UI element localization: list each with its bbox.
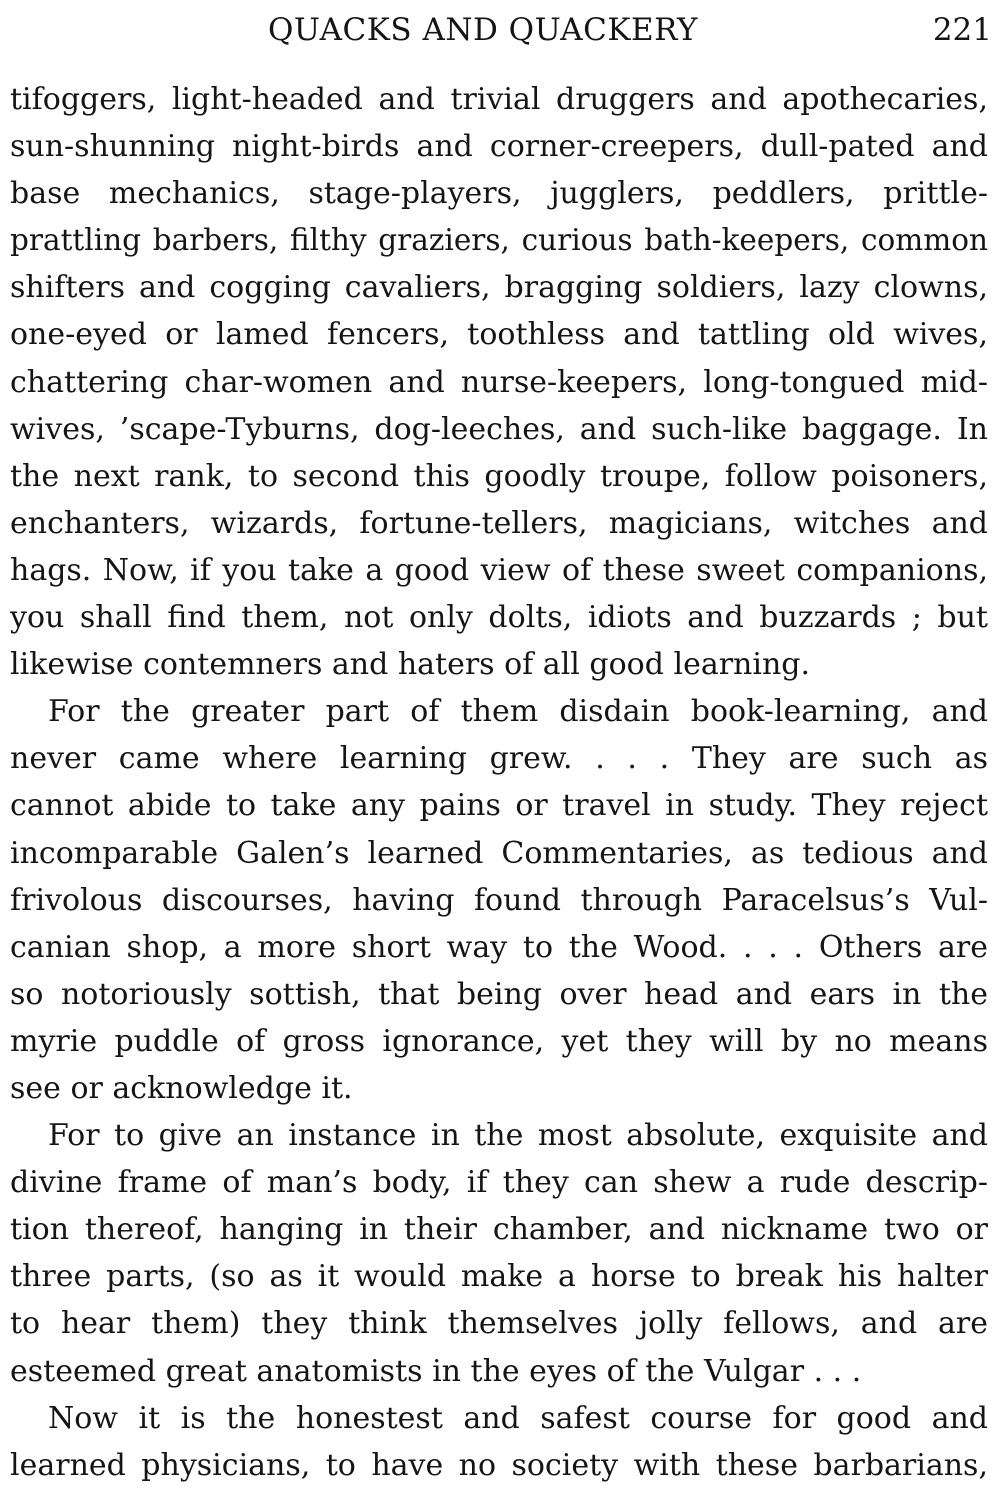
- text-line: prattling barbers, filthy graziers, curious bath-keepers, common: [10, 223, 988, 258]
- text-line: so notoriously sottish, that being over head and ears in the: [10, 976, 988, 1012]
- text-line: to hear them) they think themselves jolly fellows, and are: [10, 1306, 988, 1342]
- text-line: divine frame of man’s body, if they can shew a rude descrip-: [10, 1165, 988, 1201]
- running-head: [0, 12, 1000, 54]
- text-line: wives, ’scape-Tyburns, dog-leeches, and such-like baggage. In: [10, 411, 988, 447]
- text-line: you shall find them, not only dolts, idiots and buzzards ; but: [10, 600, 988, 636]
- text-line: shifters and cogging cavaliers, bragging soldiers, lazy clowns,: [10, 270, 988, 306]
- page-number: 221: [932, 12, 992, 48]
- text-line: canian shop, a more short way to the Wood. . . . Others are: [10, 929, 988, 965]
- running-title: QUACKS AND QUACKERY: [268, 12, 698, 48]
- text-line: cannot abide to take any pains or travel in study. They reject: [10, 788, 988, 824]
- text-line: esteemed great anatomists in the eyes of the Vulgar . . .: [10, 1353, 862, 1389]
- text-line: base mechanics, stage-players, jugglers, peddlers, prittle-: [10, 176, 988, 212]
- body-text: [10, 76, 988, 1489]
- text-line: the next rank, to second this goodly troupe, follow poisoners,: [10, 458, 988, 494]
- text-line: For to give an instance in the most absolute, exquisite and: [48, 1118, 988, 1154]
- text-line: never came where learning grew. . . . They are such as: [10, 741, 988, 777]
- text-line: enchanters, wizards, fortune-tellers, magicians, witches and: [10, 505, 988, 541]
- text-line: chattering char-women and nurse-keepers, long-tongued mid-: [10, 364, 988, 400]
- text-line: likewise contemners and haters of all good learning.: [10, 647, 811, 683]
- text-line: Now it is the honestest and safest course for good and: [48, 1400, 988, 1436]
- text-line: see or acknowledge it.: [10, 1070, 353, 1106]
- text-line: tifoggers, light-headed and trivial druggers and apothecaries,: [10, 82, 988, 117]
- text-line: myrie puddle of gross ignorance, yet they will by no means: [10, 1023, 988, 1059]
- text-line: sun-shunning night-birds and corner-creepers, dull-pated and: [10, 129, 988, 165]
- text-line: incomparable Galen’s learned Commentaries, as tedious and: [10, 835, 988, 871]
- text-line: one-eyed or lamed fencers, toothless and tattling old wives,: [10, 317, 988, 353]
- text-line: frivolous discourses, having found through Paracelsus’s Vul-: [10, 882, 988, 918]
- text-line: three parts, (so as it would make a horse to break his halter: [10, 1259, 988, 1295]
- text-line: tion thereof, hanging in their chamber, and nickname two or: [10, 1212, 988, 1248]
- text-line: hags. Now, if you take a good view of these sweet companions,: [10, 552, 988, 588]
- text-line: learned physicians, to have no society with these barbarians,: [10, 1447, 988, 1483]
- text-line: For the greater part of them disdain book-learning, and: [48, 694, 988, 730]
